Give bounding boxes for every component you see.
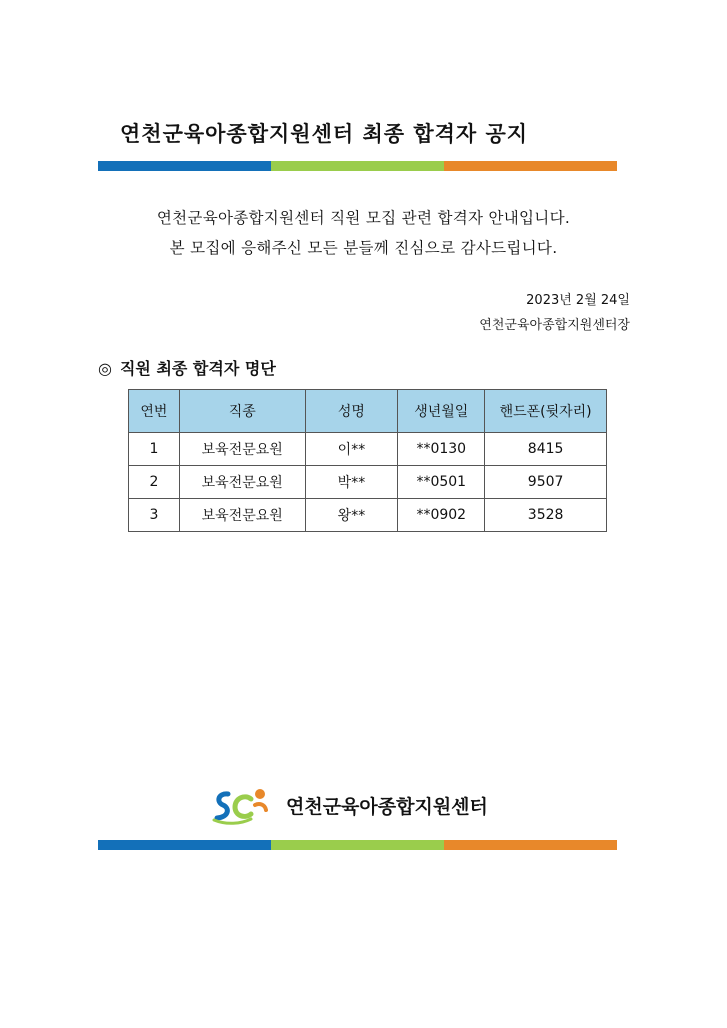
intro-line-1: 연천군육아종합지원센터 직원 모집 관련 합격자 안내입니다. [156, 209, 571, 227]
cell-name: 이** [305, 433, 398, 466]
color-bar-blue [98, 840, 271, 850]
cell-job-type: 보육전문요원 [179, 433, 305, 466]
successful-applicants-table [128, 389, 607, 532]
color-bar-orange [444, 161, 617, 171]
table-row [129, 433, 607, 466]
header-birthdate: 생년월일 [398, 390, 485, 433]
section-heading [98, 356, 276, 379]
page-title: 연천군육아종합지원센터 최종 합격자 공지 [120, 122, 529, 146]
cell-no: 2 [129, 466, 180, 499]
cell-job-type: 보육전문요원 [179, 466, 305, 499]
cell-name: 왕** [305, 499, 398, 532]
header-phone: 핸드폰(뒷자리) [485, 390, 607, 433]
header-job-type: 직종 [179, 390, 305, 433]
color-bar-blue [98, 161, 271, 171]
cell-name: 박** [305, 466, 398, 499]
header-no: 연번 [129, 390, 180, 433]
color-bar-orange [444, 840, 617, 850]
cell-birthdate: **0501 [398, 466, 485, 499]
footer-org-name: 연천군육아종합지원센터 [286, 796, 488, 818]
table-header-row [129, 390, 607, 433]
header-name: 성명 [305, 390, 398, 433]
cell-phone: 3528 [485, 499, 607, 532]
color-bar-green [271, 161, 444, 171]
table-row [129, 466, 607, 499]
cell-birthdate: **0902 [398, 499, 485, 532]
top-color-bar [98, 161, 617, 171]
cell-phone: 8415 [485, 433, 607, 466]
signatory: 연천군육아종합지원센터장 [479, 318, 630, 333]
notice-date: 2023년 2월 24일 [526, 293, 630, 308]
double-circle-icon: ◎ [98, 359, 112, 378]
intro-line-2: 본 모집에 응해주신 모든 분들께 진심으로 감사드립니다. [169, 239, 558, 257]
cell-job-type: 보육전문요원 [179, 499, 305, 532]
bottom-color-bar [98, 840, 617, 850]
center-logo-icon [211, 786, 271, 826]
cell-no: 1 [129, 433, 180, 466]
section-title: 직원 최종 합격자 명단 [119, 359, 276, 378]
cell-birthdate: **0130 [398, 433, 485, 466]
cell-phone: 9507 [485, 466, 607, 499]
cell-no: 3 [129, 499, 180, 532]
table-row [129, 499, 607, 532]
color-bar-green [271, 840, 444, 850]
